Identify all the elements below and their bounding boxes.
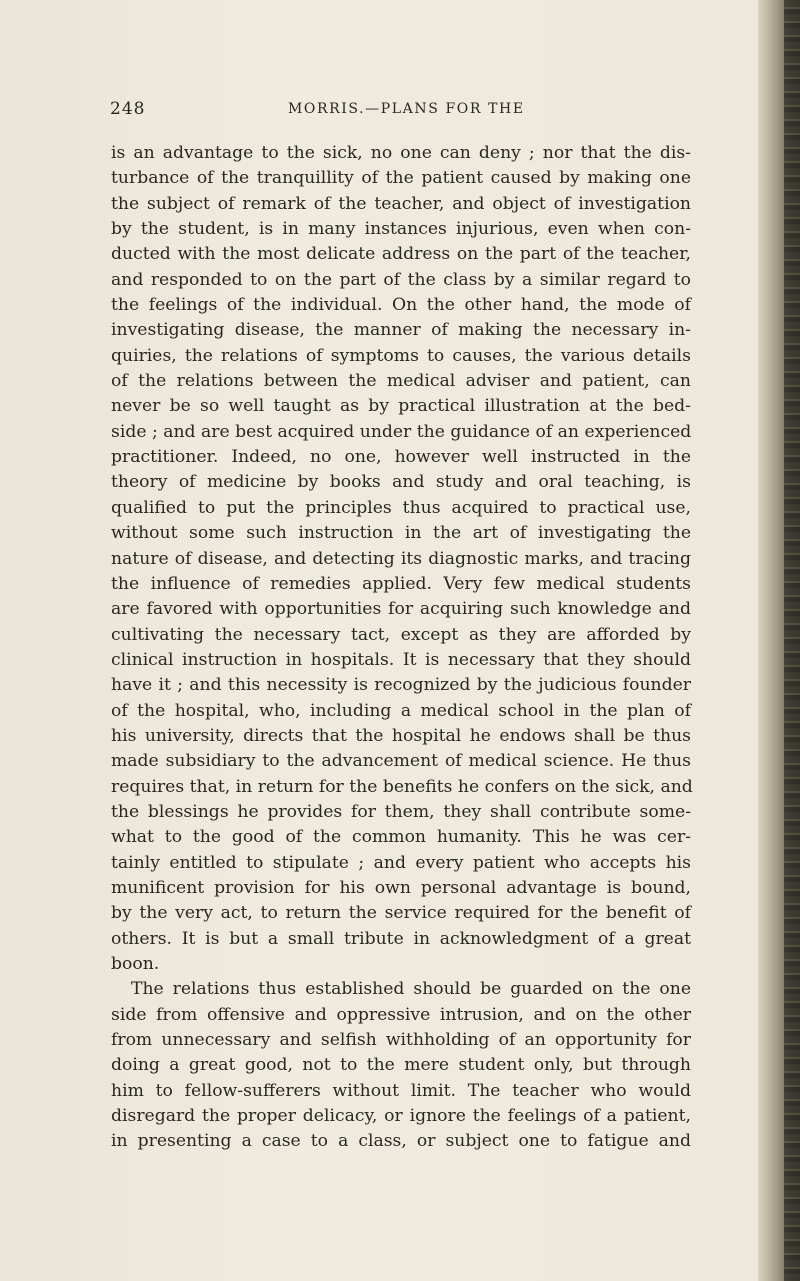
text-line: The relations thus established should be guarded on the one [131,979,691,1000]
text-line: the feelings of the individual. On the other hand, the mode of [111,295,691,316]
text-line: are favored with opportunities for acquiring such knowledge and [111,599,691,620]
text-line: nature of disease, and detecting its diagnostic marks, and tracing [111,548,691,569]
text-line: the blessings he provides for them, they shall contribute some- [111,801,691,822]
text-line: have it ; and this necessity is recognized by the judicious founder [111,675,691,696]
text-line: side ; and are best acquired under the guidance of an experienced [111,421,692,442]
text-line: turbance of the tranquillity of the patient caused by making one [111,168,691,189]
page-number: 248 [110,99,146,119]
text-line: quiries, the relations of symptoms to causes, the various details [111,345,691,366]
text-line: investigating disease, the manner of making the necessary in- [111,320,691,341]
running-head: MORRIS.—PLANS FOR THE [288,101,525,117]
text-line: and responded to on the part of the class by a similar regard to [111,269,691,290]
text-line: of the hospital, who, including a medical school in the plan of [111,700,691,721]
page-edge-stripes [784,0,800,1281]
text-line: tainly entitled to stipulate ; and every patient who accepts his [111,852,691,873]
page-header [110,99,710,123]
text-line: from unnecessary and selfish withholding of an opportunity for [111,1030,691,1051]
text-line: disregard the proper delicacy, or ignore the feelings of a patient, [111,1106,691,1127]
text-line: his university, directs that the hospital he endows shall be thus [111,725,691,746]
text-line: made subsidiary to the advancement of medical science. He thus [111,751,691,772]
text-line: theory of medicine by books and study and oral teaching, is [111,472,691,493]
text-line: requires that, in return for the benefits he confers on the sick, and [111,776,693,797]
text-line: cultivating the necessary tact, except as they are afforded by [111,624,691,645]
text-line: of the relations between the medical adviser and patient, can [111,371,691,392]
text-line: him to fellow-sufferers without limit. The teacher who would [111,1080,691,1101]
text-line: never be so well taught as by practical illustration at the bed- [111,396,691,417]
text-line: by the very act, to return the service required for the benefit of [111,903,691,924]
text-line: in presenting a case to a class, or subject one to fatigue and [111,1131,691,1152]
text-line: practitioner. Indeed, no one, however well instructed in the [111,447,691,468]
text-line: doing a great good, not to the mere student only, but through [111,1055,691,1076]
body-text [111,141,691,1155]
text-line: boon. [111,954,160,974]
text-line: qualified to put the principles thus acquired to practical use, [111,497,691,518]
text-line: munificent provision for his own personal advantage is bound, [111,877,691,898]
text-line: by the student, is in many instances injurious, even when con- [111,219,691,240]
text-line: is an advantage to the sick, no one can deny ; nor that the dis- [111,143,691,163]
text-line: what to the good of the common humanity. This he was cer- [111,827,691,848]
text-line: ducted with the most delicate address on the part of the teacher, [111,244,691,265]
text-line: the subject of remark of the teacher, and object of investigation [111,193,691,214]
text-line: clinical instruction in hospitals. It is necessary that they should [111,649,691,670]
text-line: others. It is but a small tribute in acknowledgment of a great [111,928,691,949]
text-line: without some such instruction in the art of investigating the [111,523,691,544]
text-line: side from offensive and oppressive intrusion, and on the other [111,1004,691,1025]
text-line: the influence of remedies applied. Very few medical students [111,573,691,594]
